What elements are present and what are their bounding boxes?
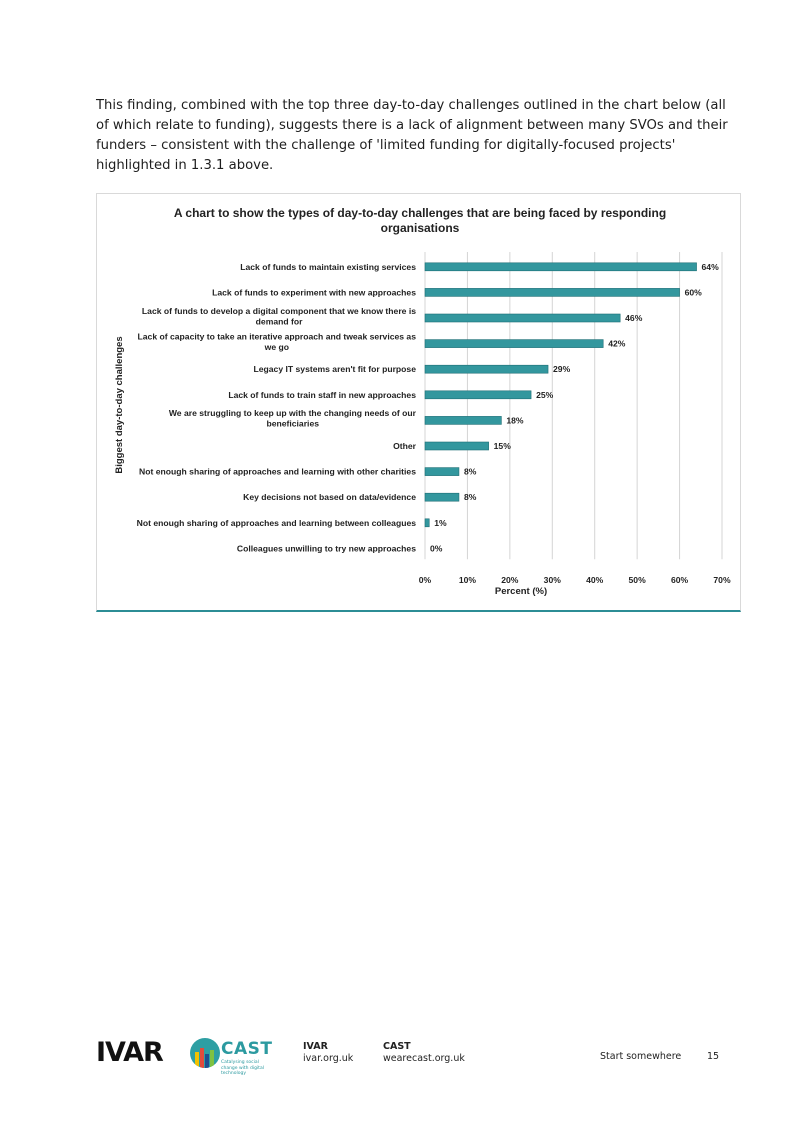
value-label: 60% xyxy=(684,287,702,298)
chart-container xyxy=(96,193,741,612)
value-label: 42% xyxy=(608,338,626,349)
x-tick-label: 70% xyxy=(713,575,731,586)
bar xyxy=(425,340,603,348)
bar xyxy=(425,519,429,527)
value-label: 0% xyxy=(430,543,443,554)
cast-url[interactable]: wearecast.org.uk xyxy=(383,1053,465,1064)
category-label: Lack of capacity to take an iterative approach and tweak services as xyxy=(137,331,416,342)
category-label: We are struggling to keep up with the changing needs of our xyxy=(168,408,416,419)
chart-gridlines xyxy=(425,252,722,559)
bar xyxy=(425,391,531,399)
bar xyxy=(425,468,459,476)
x-tick-label: 60% xyxy=(670,575,689,586)
value-label: 8% xyxy=(463,466,477,477)
x-tick-label: 0% xyxy=(418,575,432,586)
value-labels xyxy=(430,262,719,554)
footer-tagline: Start somewhere xyxy=(600,1051,682,1062)
bar-chart xyxy=(97,194,742,613)
chart-title xyxy=(174,206,666,235)
cast-wordmark: CAST xyxy=(221,1039,273,1059)
category-label: we go xyxy=(264,341,290,352)
cast-name: CAST xyxy=(383,1041,411,1052)
intro-paragraph: This finding, combined with the top three day-to-day challenges outlined in the chart below (all of which relate to funding), suggests there is a lack of alignment between many SVOs and their funders – consistent with the challenge of 'limited funding for digitally-focused projects' highlighted in 1.3.1 above. xyxy=(96,98,728,173)
category-label: Lack of funds to train staff in new approaches xyxy=(228,389,416,400)
bar xyxy=(425,416,501,424)
category-label: beneficiaries xyxy=(266,418,320,429)
ivar-url[interactable]: ivar.org.uk xyxy=(303,1053,354,1064)
value-label: 18% xyxy=(506,415,524,426)
category-label: Colleagues unwilling to try new approaches xyxy=(236,543,416,554)
cast-emblem-icon xyxy=(190,1038,220,1068)
category-label: Not enough sharing of approaches and learning between colleagues xyxy=(136,517,416,528)
x-tick-label: 50% xyxy=(628,575,646,586)
category-label: Lack of funds to experiment with new approaches xyxy=(212,287,416,298)
x-tick-label: 20% xyxy=(501,575,519,586)
bar xyxy=(425,314,620,322)
bar xyxy=(425,263,697,271)
category-label: demand for xyxy=(255,316,303,327)
cast-contact xyxy=(383,1041,465,1065)
category-label: Lack of funds to maintain existing services xyxy=(240,261,416,272)
y-axis-title: Biggest day-to-day challenges xyxy=(114,336,125,474)
x-tick-label: 40% xyxy=(586,575,604,586)
ivar-logo: IVAR xyxy=(96,1037,163,1068)
category-labels xyxy=(137,262,417,554)
x-axis-title: Percent (%) xyxy=(494,586,548,597)
value-label: 15% xyxy=(493,441,511,451)
bar xyxy=(425,365,548,373)
bar xyxy=(425,442,489,450)
page-number: 15 xyxy=(707,1051,720,1062)
category-label: Lack of funds to develop a digital component that we know there is xyxy=(141,305,416,316)
chart-title-line: organisations xyxy=(380,221,460,235)
category-label: Not enough sharing of approaches and learning with other charities xyxy=(139,466,416,477)
page-footer xyxy=(0,1030,800,1090)
value-label: 29% xyxy=(553,364,571,375)
value-label: 64% xyxy=(701,261,719,272)
value-label: 1% xyxy=(434,517,447,528)
chart-title-line: A chart to show the types of day-to-day challenges that are being faced by responding xyxy=(173,206,667,220)
x-tick-label: 10% xyxy=(458,575,477,586)
chart-bars xyxy=(425,263,697,527)
bar xyxy=(425,493,459,501)
ivar-contact xyxy=(303,1041,353,1065)
cast-logo xyxy=(190,1038,273,1078)
cast-tagline: Catalysing social change with digital technology xyxy=(221,1060,264,1076)
category-label: Legacy IT systems aren't fit for purpose xyxy=(253,364,416,375)
bar xyxy=(425,288,680,296)
x-tick-label: 30% xyxy=(543,575,561,586)
value-label: 46% xyxy=(625,313,643,323)
category-label: Key decisions not based on data/evidence xyxy=(243,492,416,503)
x-tick-labels xyxy=(419,575,731,585)
category-label: Other xyxy=(393,441,416,451)
ivar-name: IVAR xyxy=(303,1041,328,1052)
value-label: 25% xyxy=(536,389,554,400)
value-label: 8% xyxy=(463,492,477,503)
